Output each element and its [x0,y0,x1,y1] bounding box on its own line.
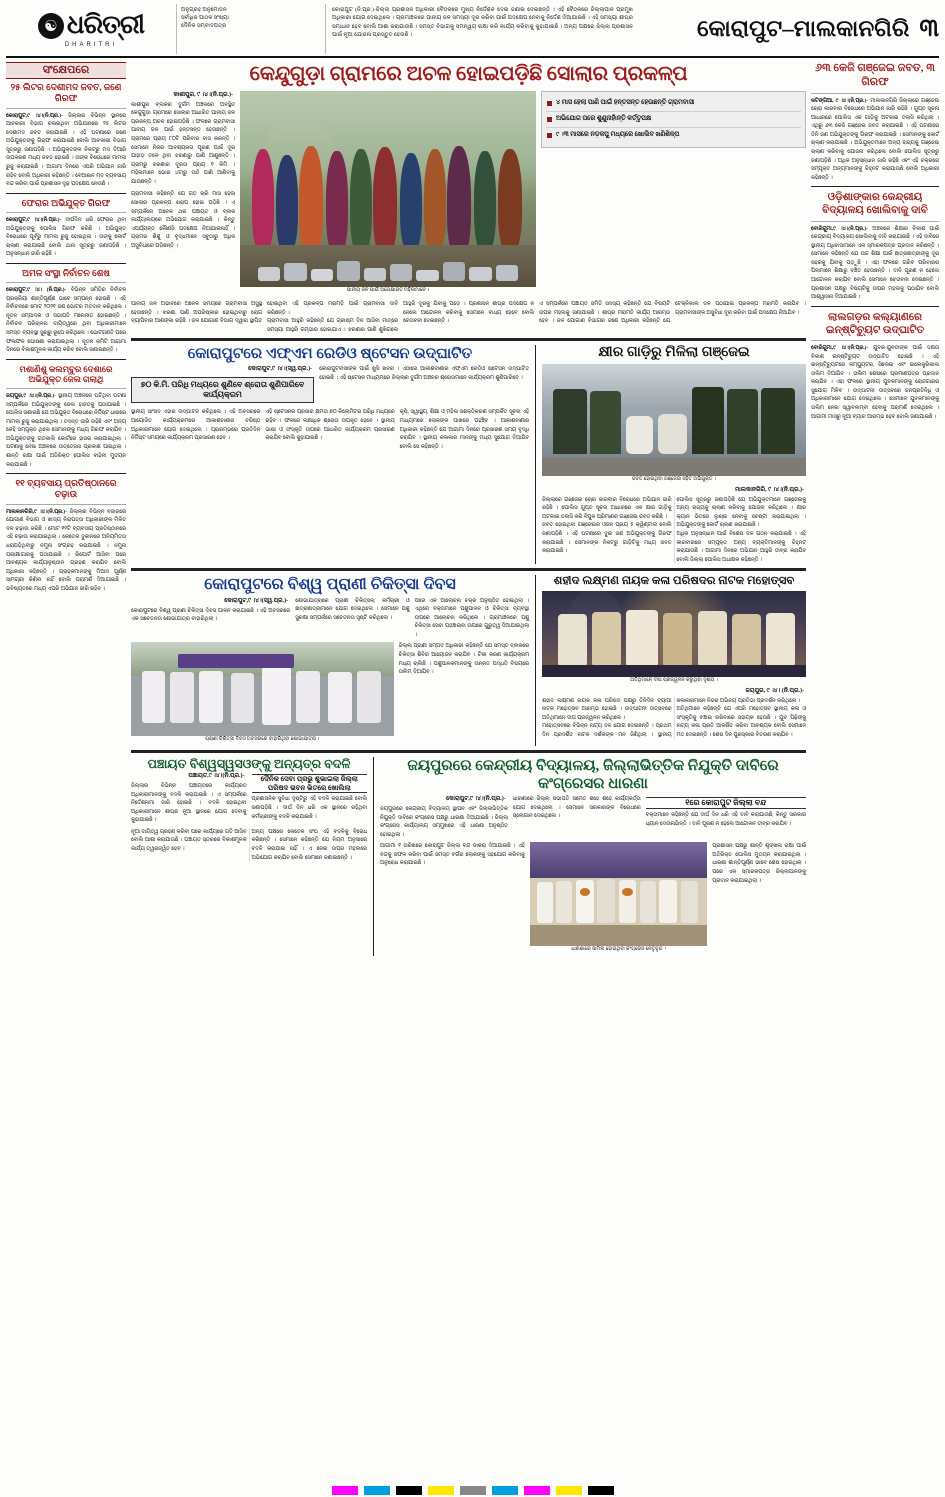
color-swatch [460,1486,486,1495]
divider [811,186,939,187]
divider [6,504,126,505]
right-text: ଅଞ୍ଚଳରେ ଶିକ୍ଷାର ବିକାଶ ପାଇଁ କେନ୍ଦ୍ରୀୟ ବିଦ୍ୟାଳୟ ଖୋଲିବାକୁ ଦାବି କରାଯାଇଛି । ଏହି ଦାବିରେ ସ୍ଥାନୀୟ ଅଧିବାସୀମାନେ ଏକ ସ୍ମାରକପତ୍ର ପ୍ରଦାନ କରିଛନ୍ତି । ସେମାନେ କହିଛନ୍ତି ଯେ ଉଚ୍ଚ ଶିକ୍ଷା ପାଇଁ ଛାତ୍ରଛାତ୍ରୀଙ୍କୁ ଦୂର ସହରକୁ ଯିବାକୁ ପଡ଼ୁଛି । ଏହା ଫଳରେ ଗରିବ ପରିବାରର ପିଲାମାନେ ଶିକ୍ଷାରୁ ବଞ୍ଚିତ ହେଉଛନ୍ତି । ଦାବି ପୂରଣ ନ ହେଲେ ଆନ୍ଦୋଳନ କରାଯିବ ବୋଲି ସେମାନେ ଚେତାବନୀ ଦେଇଛନ୍ତି । ପ୍ରଶାସନ ପକ୍ଷରୁ ବିଷୟଟିକୁ ଉପର ମହଲକୁ ପଠାଯିବ ବୋଲି ଆଶ୍ୱାସନା ଦିଆଯାଇଛି । [811,225,940,301]
brief-headline: ୧୧ ବ୍ୟବସାୟ ପ୍ରତିଷ୍ଠାନରେ ଚଢ଼ାଉ [15,478,117,500]
bullet-square-icon [547,133,552,138]
color-swatch [556,1486,582,1495]
bullet-square-icon [547,101,552,106]
kv-col-2: ଧାରଣାରେ ଜିଲ୍ଲା ସଭାପତି ସମେତ ଶହେ ଶହେ କାର୍ଯ୍ୟକର୍ତ୍ତା ଯୋଗ ଦେଇଥିଲେ । ସେମାନେ ସରକାରଙ୍କ ବିରୋଧରେ ସ୍ଲୋଗାନ ଦେଇଥିଲେ । [512,795,641,820]
lead-col-4: ଏ ସମ୍ପର୍କରେ ପଞ୍ଚାୟତ ସମିତି ସଦସ୍ୟ କହିଛନ୍ତି ଯେ ବିଷୟଟି ଉପର ମହଲକୁ ଜଣାଯାଇଛି । ଶୀଘ୍ର ମରାମତି କାର୍ଯ୍ୟ ଆରମ୍ଭ ହେବ । ଜଳ ଯୋଗାଣ ବିଭାଗର ଜଣେ ଅଧିକାରୀ କହିଛନ୍ତି ଯେ ଟେକ୍ନିକାଲ ଦଳ ପଠାଯାଇ ପ୍ରକଳ୍ପ ମରାମତି କରାଯିବ । ଗ୍ରାମବାସୀଙ୍କ ଅସୁବିଧା ଦୂର କରିବା ପାଇଁ ପଦକ୍ଷେପ ନିଆଯିବ । [539,301,806,325]
story-radio[interactable] [131,345,536,564]
lead-story[interactable] [131,62,806,334]
drama-dateline: ଜୟପୁର, ୯ ।୪। (ନି.ପ୍ର.)- [745,687,804,694]
transfer-col-3: ନୂଆ ଦାୟିତ୍ୱ ଗ୍ରହଣ କରିବା ପରେ କାର୍ଯ୍ୟରେ ଗତି ଆସିବ ବୋଲି ଆଶା କରାଯାଉଛି । ପଞ୍ଚାୟତ ସ୍ତରରେ ବିକାଶମୂଳକ କାର୍ଯ୍ୟ ତ୍ୱରାନ୍ୱିତ ହେବ । [131,828,247,852]
drama-headline: ଶହୀଦ ଲକ୍ଷ୍ମଣ ନାୟକ କଳା ପରିଷଦର ନାଟକ ମହୋତ୍ସବ [553,575,795,588]
ganja-col-3: ପୋଲିସ ସୂତ୍ରରୁ ଜଣାପଡ଼ିଛି ଯେ ଅଭିଯୁକ୍ତମାନେ ଗଞ୍ଜେଇକୁ ଅନ୍ୟ ରାଜ୍ୟକୁ ଚାଲାଣ କରିବାକୁ ଯୋଜନା କରିଥିଲେ । କ୍ଷୀର କ୍ୟାନ ଭିତରେ ଲୁଚାଇ ନେବାକୁ ଚେଷ୍ଟା କରାଯାଇଥିଲା । ଅଭିଯୁକ୍ତଙ୍କୁ କୋର୍ଟ ଚାଲାଣ କରାଯାଇଛି । [676,496,806,529]
brief-text: ବିଭିନ୍ନ ସମିତିର ନିର୍ବାଚନ ପ୍ରକ୍ରିୟା ଶାନ୍ତିପୂର୍ଣ୍ଣ ଭାବେ ସମ୍ପନ୍ନ ହୋଇଛି । ଏହି ନିର୍ବାଚନରେ ମୋଟ ୨୦୨୧ ଜଣ ଭୋଟର ମତଦାନ କରିଥିଲେ । ନୂତନ ସମ୍ପାଦକ ଓ ସଭାପତି ମନୋନୀତ ହୋଇଛନ୍ତି । ନିର୍ବାଚନ ପରିଚାଳନା ଦାୟିତ୍ୱରେ ଥିବା ଅଧିକାରୀମାନେ ସମସ୍ତ ବ୍ୟବସ୍ଥା ସୁଚାରୁ ରୂପେ କରିଥିଲେ । ଭୋଟଗଣତି ପରେ ଫଳାଫଳ ଘୋଷଣା କରାଯାଇଥିଲା । ନୂତନ କମିଟି ଆଗାମୀ ଦିନରେ ବିକାଶମୂଳକ କାର୍ଯ୍ୟ କରିବ ବୋଲି ଜଣାଇଛନ୍ତି । [6,287,126,354]
color-swatch [364,1486,390,1495]
radio-continuation [131,408,529,451]
brief-body [6,112,126,189]
divider [6,263,126,264]
transfer-sub-headline: ଦୈନିକ ସେବା ପ୍ରଭୁ ଶୁଭାଇଲା ଜିଲ୍ଲା ପରିଷଦ ଭବନ ଭିତରେ ଖୋଲିଲା [252,774,368,794]
row-two [131,345,806,564]
divider [6,193,126,194]
ganja-dateline: ମାଲକାନଗିରି, ୯ ।୪।(ନି.ପ୍ର.)- [734,486,804,493]
logo-wordmark: ଧରିତ୍ରୀ [66,10,145,39]
vet-photo-caption: ପ୍ରାଣୀ ଚିକିତ୍ସା ଦିବସ ଅବସରରେ ବାହାରିଥିବା ଶୋଭାଯାତ୍ରା । [205,737,320,743]
brief-dateline: ଜୟପୁର,୯ ।୪।(ନି.ପ୍ର.)- [6,392,56,399]
right-item[interactable] [811,191,939,301]
masthead-edition-area [639,4,939,54]
page-grid [6,62,939,956]
bullet-text: ଅଭିଯୋଗ ପରେ ଶୁଣୁନାହାଁନ୍ତି କର୍ତ୍ତୃପକ୍ଷ [556,114,652,122]
page-number: ୩ [919,15,939,42]
ganja-col-2: ଜବତ ହୋଇଥିବା ଗଞ୍ଜେଇର ଓଜନ ପ୍ରାୟ ୫ କ୍ୱିଣ୍ଟାଲ ବୋଲି ଜଣାପଡ଼ିଛି । ଏହି ଘଟଣାରେ ଦୁଇ ଜଣ ଅଭିଯୁକ୍ତଙ୍କୁ ଗିରଫ କରାଯାଇଛି । ସେମାନଙ୍କ ନିକଟରୁ ଗାଡ଼ିଟିକୁ ମଧ୍ୟ ଜବତ କରାଯାଇଛି । [542,522,672,555]
kv-sub-headline: ୧ରେ କୋରାପୁଟ ଜିଲ୍ଲା ବନ୍ଦ [646,797,806,809]
radio-col-3: ଏହି ଷ୍ଟେସନର ପ୍ରସାର କ୍ଷମତା ୭୦ କିଲୋମିଟର ପରିଧି ମଧ୍ୟରେ ରହିବ । ଫଳରେ ଲକ୍ଷାଧିକ ଶ୍ରୋତା ଉପକୃତ ହେବେ । ସ୍ଥାନୀୟ ଭାଷା ଓ ସଂସ୍କୃତି ଉପରେ ଆଧାରିତ କାର୍ଯ୍ୟକ୍ରମ ପ୍ରସାରଣ କରାଯିବ ବୋଲି କୁହାଯାଇଛି । [265,409,395,442]
brief-headline: ୨୫ ଲିଟର ଦେଶୀମଦ ଜବତ, ଜଣେ ଗିରଫ [10,82,122,104]
vet-col-3: ପରେ ଏକ ଆଲୋଚନା ଚକ୍ର ଅନୁଷ୍ଠିତ ହୋଇଥିଲା । ଏଥିରେ ବକ୍ତାମାନେ ପଶୁପାଳନ ଓ ଚିକିତ୍ସା ବ୍ୟବସ୍ଥା ଉପରେ ଆଲୋଚନା କରିଥିଲେ । ଗ୍ରାମାଞ୍ଚଳରେ ପଶୁ ଚିକିତ୍ସା ସେବା ପହଞ୍ଚାଇବା ଉପରେ ଗୁରୁତ୍ୱ ଦିଆଯାଇଥିଲା । [414,597,529,638]
radio-dateline: କୋରାପୁଟ,୯ ।୪।(ସ୍ୱ.ପ୍ର.)- [248,366,313,373]
brief-dateline: କୋରାପୁଟ,୯ ।୪। (ନି.ପ୍ର.)- [6,287,67,294]
radio-col-4: କୃଷି, ସ୍ୱାସ୍ଥ୍ୟ, ଶିକ୍ଷା ଓ ମହିଳା ସଶକ୍ତିକରଣ ସମ୍ପର୍କିତ ସୂଚନା ଏହି ମାଧ୍ୟମରେ ଲୋକଙ୍କ ପାଖରେ ପହଞ୍ଚିବ । ଆକାଶବାଣୀର ଅଧିକାରୀ କହିଛନ୍ତି ଯେ ଆଗାମୀ ଦିନରେ ପ୍ରସାରଣ ସମୟ ବୃଦ୍ଧି କରାଯିବ । ସ୍ଥାନୀୟ କଳାକାର ମାନଙ୍କୁ ମଧ୍ୟ ସୁଯୋଗ ଦିଆଯିବ ବୋଲି ସେ କହିଛନ୍ତି । [399,409,529,450]
vet-dateline: କୋରାପୁଟ,୯ ।୪।(ସ୍ୱ.ପ୍ର.)- [224,597,289,604]
transfer-col-2: ପ୍ରଶାସନିକ ସୁବିଧା ଦୃଷ୍ଟିରୁ ଏହି ବଦଳି କରାଯାଇଛି ବୋଲି ଜଣାପଡ଼ିଛି । ଦୀର୍ଘ ଦିନ ଧରି ଏକ ସ୍ଥାନରେ ରହିଥିବା କର୍ମଚାରୀଙ୍କୁ ବଦଳି କରାଯାଇଛି । [251,796,367,820]
bullet-text: ୪ ମାସ ହେଲା ପାଣି ପାଇଁ ହନ୍ତସନ୍ତ ହେଉଛନ୍ତି ଗ୍ରାମବାସୀ [556,98,695,106]
main-column [131,62,806,956]
drama-col-3: ଅତିଥିମାନେ କହିଛନ୍ତି ଯେ ଏପରି ମହୋତ୍ସବ ସ୍ଥାନୀୟ କଳା ଓ ସଂସ୍କୃତିକୁ ବଞ୍ଚାଇ ରଖିବାରେ ସହାୟକ ହେଉଛି । ଯୁବ ପିଢ଼ିଙ୍କୁ ନାଟ୍ୟ କଳା ପ୍ରତି ଆକର୍ଷିତ କରିବା ଆବଶ୍ୟକ ବୋଲି ସେମାନେ ମତ ଦେଇଛନ୍ତି । ଶେଷ ଦିନ ପୁରସ୍କାର ବିତରଣ କରାଯିବ । [676,706,806,738]
kv-col-1: ଜୟପୁରରେ କେନ୍ଦ୍ରୀୟ ବିଦ୍ୟାଳୟ ସ୍ଥାପନ ଏବଂ ଜିଲ୍ଲାଭିତ୍ତିକ ନିଯୁକ୍ତି ଦାବିରେ କଂଗ୍ରେସ ପକ୍ଷରୁ ଧାରଣା ଦିଆଯାଇଛି । ଜିଲ୍ଲା କଂଗ୍ରେସ କାର୍ଯ୍ୟାଲୟ ସମ୍ମୁଖରେ ଏହି ଧାରଣା ଅନୁଷ୍ଠିତ ହୋଇଥିଲା । [380,805,508,838]
vet-col-1: କୋରାପୁଟରେ ବିଶ୍ୱ ପ୍ରାଣୀ ଚିକିତ୍ସା ଦିବସ ପାଳନ କରାଯାଇଛି । ଏହି ଅବସରରେ ଏକ ସଚେତନତା ଶୋଭାଯାତ୍ରା ବାହାରିଥିଲା । [131,607,291,623]
lead-col-1: କାଶୀପୁର ବ୍ଲକର ଦୁର୍ଗମ ଅଞ୍ଚଳରେ ଅବସ୍ଥିତ କେନ୍ଦୁଗୁଡ଼ା ଗ୍ରାମରେ ସୋଲାର ଆଧାରିତ ପାନୀୟ ଜଳ ପ୍ରକଳ୍ପ ଅଚଳ ହୋଇପଡ଼ିଛି । ଫଳରେ ଗ୍ରାମବାସୀ ପାନୀୟ ଜଳ ପାଇଁ ହନ୍ତସନ୍ତ ହେଉଛନ୍ତି । ଗ୍ରାମରେ ପ୍ରାୟ ୮୦ଟି ପରିବାର ବାସ କରନ୍ତି । ସେମାନେ ନିଜର ଆବଶ୍ୟକତା ପୂରଣ ପାଇଁ ଦୂର ପାହାଡ଼ ତଳେ ଥିବା ଝରଣାରୁ ପାଣି ଆଣୁଛନ୍ତି । ଗ୍ରାମରୁ ଝରଣାର ଦୂରତା ପ୍ରାୟ ୧ କିମି । ମହିଳାମାନେ ଭୋର ୪ଟାରୁ ଉଠି ପାଣି ଆଣିବାକୁ ଯାଉଛନ୍ତି । [131,101,235,185]
masthead-lead-brief: କୋରାପୁଟ (ନି.ପ୍ର.)-ଜିଲ୍ଲା ପ୍ରଶାସନ ଅଧିକାରୀ ବୈଠକରେ ମୁଖ୍ୟ ନିର୍ଦ୍ଦେଶକ ଦେଇ ଜଣାଇ ଦେଇଛନ୍ତି । ଏହି ବୈଠକରେ ଜିଲ୍ଲାପାଳ ପ୍ରମୁଖ ଅଧିକାରୀ ଯୋଗ ଦେଇଥିଲେ । ଗ୍ରାମାଞ୍ଚଳରେ ପାନୀୟ ଜଳ ସମସ୍ୟା ଦୂର କରିବା ପାଇଁ ପଦକ୍ଷେପ ନେବାକୁ ନିର୍ଦ୍ଦେଶ ଦିଆଯାଇଛି । ଏହି ସମସ୍ୟା ଶୀଘ୍ର ସମାଧାନ ହେବ ବୋଲି ଆଶା କରାଯାଉଛି । ସମସ୍ତ ବିଭାଗକୁ ସମନ୍ୱୟ ରକ୍ଷା କରି କାର୍ଯ୍ୟ କରିବାକୁ କୁହାଯାଇଛି । ଅନ୍ୟ ପକ୍ଷରେ ଜିଲ୍ଲା ପ୍ରଶାସନ ପାଇଁ ନୂଆ ଯୋଜନା ପ୍ରସ୍ତୁତ ହେଉଛି । [332,7,633,39]
kv-photo [530,842,707,946]
bullet-item [546,127,801,143]
masthead-meta-line-2: ସର୍ବାଧିକ ପାଠକ ସଂଖ୍ୟା [181,15,229,22]
drama-col-2: ମହୋତ୍ସବରେ ବିଭିନ୍ନ ନାଟ୍ୟ ଦଳ ଯୋଗ ଦେଇଛନ୍ତି । ପ୍ରଥମ ଦିନ ପ୍ରଦର୍ଶିତ ନାଟକ ଦର୍ଶକଙ୍କ ମନ ଜିଣିଥିଲା । ସ୍ଥାନୀୟ କଳାକାରମାନେ ନିଜର ଅଭିନୟ ପ୍ରତିଭା ପ୍ରଦର୍ଶନ କରିଥିଲେ । [542,697,801,738]
color-registration-bar [0,1486,945,1495]
divider [131,338,806,341]
brief-body [6,508,126,594]
kv-headline: ଜୟପୁରରେ କେନ୍ଦ୍ରୀୟ ବିଦ୍ୟାଳୟ, ଜିଲ୍ଲାଭିତ୍ତିକ ନିଯୁକ୍ତି ଦାବିରେ କଂଗ୍ରେସର ଧାରଣା [407,757,779,792]
right-dateline: ବୋରିଗୁମା,୯ ।୪।(ନି.ପ୍ର.)- [811,344,869,351]
radio-col-2: ସ୍ଥାନୀୟ ସାଂସଦ ଏହାର ଉଦ୍‌ଘାଟନ କରିଥିଲେ । ଏହି ଅବସରରେ ଆୟୋଜିତ କାର୍ଯ୍ୟକ୍ରମରେ ଆକାଶବାଣୀର ବରିଷ୍ଠ ଅଧିକାରୀମାନେ ଯୋଗ ଦେଇଥିଲେ । ପ୍ରାରମ୍ଭରେ ପ୍ରତିଦିନ ନିର୍ଦ୍ଦିଷ୍ଟ ସମୟରେ କାର୍ଯ୍ୟକ୍ରମ ପ୍ରସାରଣ ହେବ । [131,409,261,442]
kv-col-4: ଆଗାମୀ ୧ ତାରିଖରେ କୋରାପୁଟ ଜିଲ୍ଲା ବନ୍ଦ ଡାକରା ଦିଆଯାଇଛି । ଏହି ବନ୍ଦକୁ ସଫଳ କରିବା ପାଇଁ ସମସ୍ତ ବର୍ଗର ଲୋକଙ୍କୁ ସହଯୋଗ କରିବାକୁ ଅନୁରୋଧ କରାଯାଇଛି । [380,843,525,867]
story-transfer[interactable] [131,757,374,956]
row-three [131,575,806,746]
brief-item[interactable] [6,198,126,259]
right-dateline: ବୋରିଗୁମା,୯ ।୪।(ନି.ପ୍ର.)- [811,225,868,232]
divider [131,568,806,571]
divider [6,212,126,213]
color-swatch [396,1486,422,1495]
kv-col-3: ବକ୍ତାମାନେ କହିଛନ୍ତି ଯେ ଦୀର୍ଘ ଦିନ ଧରି ଏହି ଦାବି କରାଯାଉଛି, କିନ୍ତୁ ସରକାର ଧ୍ୟାନ ଦେଉନାହାଁନ୍ତି । ଦାବି ପୂରଣ ନ ହେଲେ ଆନ୍ଦୋଳନ ତୀବ୍ର କରାଯିବ । [645,811,806,827]
color-swatch [428,1486,454,1495]
vet-headline: କୋରାପୁଟରେ ବିଶ୍ୱ ପ୍ରାଣୀ ଚିକିତ୍ସା ଦିବସ [204,576,456,594]
ganja-photo [542,364,806,476]
brief-headline: ଫେରାର ଅଭିଯୁକ୍ତ ଗିରଫ [21,197,111,208]
story-kv[interactable] [380,757,806,956]
lead-col-1b: ଗ୍ରାମବାସୀ କହିଛନ୍ତି ଯେ ଗତ ଚାରି ମାସ ହେଲା ସୋଲାର ପ୍ରକଳ୍ପ ଖରାପ ହୋଇ ପଡ଼ିଛି । ଏ ସମ୍ପର୍କରେ ଅନେକ ଥର ପଞ୍ଚାୟତ ଓ ବ୍ଲକ କାର୍ଯ୍ୟାଲୟରେ ଅଭିଯୋଗ କରାଯାଇଛି । କିନ୍ତୁ ଏପର୍ଯ୍ୟନ୍ତ କୌଣସି ପଦକ୍ଷେପ ନିଆଯାଇନାହିଁ । ଗ୍ରାମର ଶିଶୁ ଓ ବୃଦ୍ଧମାନେ ସବୁଠାରୁ ଅଧିକ ଅସୁବିଧାରେ ପଡ଼ିଛନ୍ତି । [131,191,235,249]
bullet-item [546,111,801,127]
color-swatch [492,1486,518,1495]
divider [811,221,939,222]
divider [6,388,126,389]
bullet-text: ୯ ।୩ ମାସରେ ନଡ଼କପୁ ମଧ୍ୟରେ ଖୋଲିବ ଖଣିଶିଳ୍ପ [556,130,680,138]
drama-photo [542,591,806,677]
right-text: ମାଲକାନଗିରି ଜିଲ୍ଲାରେ ଗଞ୍ଜେଇ ଚୋରା କାରବାର ବିରୋଧରେ ଅଭିଯାନ ଜାରି ରହିଛି । ଗୁପ୍ତ ସୂଚନା ଆଧାରରେ ପୋଲିସ ଏକ ଗାଡ଼ିକୁ ଅଟକାଇ ତଲାସି କରିଥିଲା । ଏଥିରୁ ୬୩ କେଜି ଗଞ୍ଜେଇ ଜବତ କରାଯାଇଛି । ଏହି ଘଟଣାରେ ତିନି ଜଣ ଅଭିଯୁକ୍ତଙ୍କୁ ଗିରଫ କରାଯାଇଛି । ସେମାନଙ୍କୁ କୋର୍ଟ ଚାଲାଣ କରାଯାଇଛି । ଅଭିଯୁକ୍ତମାନେ ଅନ୍ୟ ରାଜ୍ୟକୁ ଗଞ୍ଜେଇ ଚାଲାଣ କରିବାକୁ ଯୋଜନା କରିଥିଲେ ବୋଲି ପୋଲିସ ସୂତ୍ରରୁ ଜଣାପଡ଼ିଛି । ଅଧିକ ଅନୁସନ୍ଧାନ ଜାରି ରହିଛି ଏବଂ ଏହି ଚକ୍ରରେ ସମ୍ପୃକ୍ତ ଅନ୍ୟମାନଙ୍କୁ ଚିହ୍ନଟ କରାଯାଉଛି ବୋଲି ଅଧିକାରୀ କହିଛନ୍ତି । [811,97,940,181]
divider [6,282,126,283]
transfer-continuation [131,828,367,862]
lead-bullet-box [541,91,806,148]
masthead-meta-line-1: ଅନୁଗ୍ରହ ଅନୁମୋଦନ [181,7,227,13]
brief-headline: ଅମଳ ସଂସ୍ଥା ନିର୍ବାଚନ ଶେଷ [22,267,110,278]
right-headline: ୬୩ କେଜି ଗଞ୍ଜେଇ ଜବତ, ୩ ଗିରଫ [815,62,935,88]
right-dateline: କଟିଙ୍ଗିଆ, ୯ ।୪।(ନି.ପ୍ର.)- [811,97,869,104]
right-body [811,225,939,302]
color-swatch [588,1486,614,1495]
vet-col-4: ଜିଲ୍ଲା ପ୍ରାଣୀ ସମ୍ପଦ ଅଧିକାରୀ କହିଛନ୍ତି ଯେ ସମସ୍ତ ବ୍ଲକରେ ଚିକିତ୍ସା ଶିବିର ଆୟୋଜନ କରାଯିବ । ଟିକା କରଣ କାର୍ଯ୍ୟକ୍ରମ ମଧ୍ୟ ଚାଲିଛି । ପଶୁପାଳକମାନଙ୍କୁ ଉନ୍ନତ ପଦ୍ଧତି ବିଷୟରେ ତାଲିମ ଦିଆଯିବ । [398,643,529,676]
brief-headline: ମଶାଣିଶୁ କଲମ୍ବୁର ଦେଶାରେ ଅଭିଯୁକ୍ତ ଜେଲ ଗଲାଥି [19,363,113,385]
lead-headline: କେନ୍ଦୁଗୁଡ଼ା ଗ୍ରାମରେ ଅଚଳ ହୋଇପଡ଼ିଛି ସୋଲାର ପ୍ରକଳ୍ପ [249,63,688,85]
logo-subtitle: DHARITRI [64,42,118,48]
brief-item[interactable] [6,268,126,355]
divider [6,108,126,109]
ganja-col-1: ଜିଲ୍ଲାରେ ଗଞ୍ଜେଇ ଚୋରା କାରବାର ବିରୋଧରେ ଅଭିଯାନ ଜାରି ରହିଛି । ପୋଲିସ ଗୁପ୍ତ ସୂଚନା ଆଧାରରେ ଏକ କ୍ଷୀର ଗାଡ଼ିକୁ ଅଟକାଇ ତଲାସି କରି ବିପୁଳ ପରିମାଣର ଗଞ୍ଜେଇ ଜବତ କରିଛି । [542,496,672,520]
brief-dateline: କୋରାପୁଟ,୯ ।୪।(ନି.ପ୍ର.)- [6,112,63,119]
masthead [6,4,939,58]
lead-col-3: ଗ୍ରାମବାସୀ ଆହୁରି କହିଛନ୍ତି ଯେ ଗ୍ରୀଷ୍ମ ଦିନ ଆସିବା ମାତ୍ରେ ସମସ୍ୟା ଆହୁରି ଗମ୍ଭୀର ହୋଇଯାଏ । ଝରଣାର ପାଣି ଶୁଖିଗଲେ ଆହୁରି ଦୂରକୁ ଯିବାକୁ ପଡ଼େ । ପ୍ରଶାସନ ଶୀଘ୍ର ପଦକ୍ଷେପ ନ ନେଲେ ଆନ୍ଦୋଳନ କରିବାକୁ ସେମାନେ ବାଧ୍ୟ ହେବେ ବୋଲି ଚେତାବନୀ ଦେଇଛନ୍ତି । [267,301,534,333]
newspaper-logo[interactable] [6,4,176,54]
logo-mark [38,10,144,41]
kv-dateline: କୋରାପୁଟ,୯ ।୪।(ନି.ପ୍ର.)- [446,795,506,802]
kv-photo-caption: ଧାରଣାରେ ସାମିଲ ହୋଇଥିବା କଂଗ୍ରେସ ନେତୃବୃନ୍ଦ । [571,947,666,953]
brief-item[interactable] [6,364,126,469]
divider [811,340,939,341]
drama-col-1: ଶହୀଦ ଲକ୍ଷ୍ମଣ ନାୟକ କଳା ପରିଷଦ ପକ୍ଷରୁ ତିନିଦିନ ବ୍ୟାପୀ ନାଟକ ମହୋତ୍ସବ ଆରମ୍ଭ ହୋଇଛି । ଉଦ୍‌ଘାଟନୀ ଉତ୍ସବରେ ଅତିଥିମାନେ ଦୀପ ପ୍ରଜ୍ୱଳନ କରିଥିଲେ । [542,697,672,721]
color-swatch [524,1486,550,1495]
right-body [811,97,939,183]
row-four [131,757,806,956]
brief-text: ଜିଲ୍ଲାର ବିଭିନ୍ନ ବଜାରରେ ଯୋଗାଣ ବିଭାଗ ଓ ଖାଦ୍ୟ ନିରାପତ୍ତା ଅଧିକାରୀଙ୍କ ମିଳିତ ଦଳ ଚଢ଼ାଉ କରିଛି । ମୋଟ ୧୧ଟି ବ୍ୟବସାୟ ପ୍ରତିଷ୍ଠାନରେ ଏହି ଚଢ଼ାଉ କରାଯାଇଥିଲା । କେତେକ ଦୁକାନରେ ଅନିୟମିତତା ଧରାପଡ଼ିଥିବାରୁ ନମୁନା ସଂଗ୍ରହ କରାଯାଇଛି । ନମୁନା ପରୀକ୍ଷାଗାରକୁ ପଠାଯାଇଛି । ରିପୋର୍ଟ ଆସିବା ପରେ ଆବଶ୍ୟକ କାର୍ଯ୍ୟାନୁଷ୍ଠାନ ଗ୍ରହଣ କରାଯିବ ବୋଲି ଅଧିକାରୀ କହିଛନ୍ତି । ଗ୍ରାହକମାନଙ୍କୁ ମିଆଦ ପୂର୍ଣ୍ଣ ସାମଗ୍ରୀ କିଣିବା ନାହିଁ ବୋଲି ପରାମର୍ଶ ଦିଆଯାଇଛି । ଭବିଷ୍ୟତରେ ମଧ୍ୟ ଏପରି ଅଭିଯାନ ଜାରି ରହିବ । [6,508,127,592]
masthead-meta [176,4,326,54]
right-column [811,62,939,956]
ganja-col-4: ଅଧିକ ଅନୁସନ୍ଧାନ ପାଇଁ ବିଶେଷ ଦଳ ଗଠନ କରାଯାଇଛି । ଏହି କାରବାରରେ ସମ୍ପୃକ୍ତ ଅନ୍ୟ ବ୍ୟକ୍ତିମାନଙ୍କୁ ଚିହ୍ନଟ କରାଯାଉଛି । ଆଗାମୀ ଦିନରେ ଅଭିଯାନ ଆହୁରି ତୀବ୍ର କରାଯିବ ବୋଲି ଜିଲ୍ଲା ପୋଲିସ ଅଧୀକ୍ଷକ କହିଛନ୍ତି । [676,531,806,563]
radio-col-1: କୋରାପୁଟବାସୀଙ୍କ ପାଇଁ ଖୁସି ଖବର । ଏଠାରେ ଆକାଶବାଣୀର ଏଫ୍ଏମ ରେଡିଓ ଷ୍ଟେସନ ଉଦ୍‌ଘାଟିତ ହୋଇଛି । ଏହି ଷ୍ଟେସନ ମାଧ୍ୟମରେ ଜିଲ୍ଲାର ଦୁର୍ଗମ ଅଞ୍ଚଳର ଶ୍ରୋତାମାନେ କାର୍ଯ୍ୟକ୍ରମ ଶୁଣିପାରିବେ । [319,366,529,382]
lead-photo [240,91,536,287]
masthead-meta-line-3: ଦୈନିକ ସମ୍ବାଦପତ୍ର [181,23,227,30]
lead-col-2: ପାନୀୟ ଜଳ ଅଭାବରେ ଅନେକ ସମୟରେ ଗ୍ରାମବାସୀ ଅସୁସ୍ଥ ହେଉଛନ୍ତି । ଝରଣା ପାଣି ଅପରିଷ୍କାର ହୋଇଥିବାରୁ ରୋଗ ବ୍ୟାପିବାର ଆଶଙ୍କା ରହିଛି । ଜଳ ଯୋଗାଣ ବିଭାଗ ଦ୍ୱାରା ସ୍ଥାପିତ ହୋଇଥିବା ଏହି ପ୍ରକଳ୍ପ ମରାମତି ପାଇଁ ଗ୍ରାମବାସୀ ଦାବି କରିଛନ୍ତି । [131,301,398,325]
brief-item[interactable] [6,478,126,593]
lead-dateline: କାଶୀପୁର, ୯ ।୪।(ନି.ପ୍ର.)- [173,91,233,98]
brief-text: ଦୀର୍ଘଦିନ ଧରି ଫେରାର ଥିବା ଅଭିଯୁକ୍ତଙ୍କୁ ପୋଲିସ ଗିରଫ କରିଛି । ଅଭିଯୁକ୍ତ ବିରୋଧରେ ପୂର୍ବରୁ ମାମଲା ରୁଜୁ ହୋଇଥିଲା । ତାଙ୍କୁ କୋର୍ଟ ଚାଲାଣ କରାଯାଇଛି ବୋଲି ଥାନା ସୂତ୍ରରୁ ଜଣାପଡ଼ିଛି । ଅନୁସନ୍ଧାନ ଜାରି ରହିଛି । [6,216,126,258]
drama-body [542,697,806,740]
brief-text: ସ୍ଥାନୀୟ ଅଞ୍ଚଳରେ ଘଟିଥିବା ଘଟଣା ସମ୍ପର୍କରେ ଅଭିଯୁକ୍ତଙ୍କୁ ଜେଲ ହାଜତକୁ ପଠାଯାଇଛି । ପୋଲିସ ଜଣାଇଛି ଯେ ଅଭିଯୁକ୍ତ ବିରୋଧରେ ନିର୍ଦ୍ଦିଷ୍ଟ ଧାରାରେ ମାମଲା ରୁଜୁ କରାଯାଇଥିଲା । ତଦନ୍ତ ଜାରି ରହିଛି ଏବଂ ଅନ୍ୟ କେହି ସମ୍ପୃକ୍ତ ଥିଲେ ସେମାନଙ୍କୁ ମଧ୍ୟ ଗିରଫ କରାଯିବ । ଅଭିଯୁକ୍ତଙ୍କୁ ଗତକାଲି କୋର୍ଟରେ ହାଜର କରାଯାଇଥିଲା । ଘଟଣାକୁ ନେଇ ଅଞ୍ଚଳରେ ଉତ୍ତେଜନା ପ୍ରକାଶ ପାଇଥିଲା । ଶାନ୍ତି ରକ୍ଷା ପାଇଁ ଅତିରିକ୍ତ ପୋଲିସ ବାହିନୀ ମୁତୟନ କରାଯାଇଛି । [6,392,126,468]
drama-photo-caption: ଅତିଥିମାନେ ଦୀପ ପ୍ରଜ୍ୱଳନ କରୁଥିବା ଦୃଶ୍ୟ । [630,678,718,684]
brief-text: ଜିଲ୍ଲାର ବିଭିନ୍ନ ସ୍ଥାନରେ ଆବକାରୀ ବିଭାଗ ଚଳାଇଥିବା ଅଭିଯାନରେ ୨୫ ଲିଟର ଦେଶୀମଦ ଜବତ କରାଯାଇଛି । ଏହି ଘଟଣାରେ ଜଣେ ଅଭିଯୁକ୍ତଙ୍କୁ ଗିରଫ କରାଯାଇଛି ବୋଲି ଆବକାରୀ ବିଭାଗ ସୂତ୍ରରୁ ଜଣାପଡ଼ିଛି । ଅଭିଯୁକ୍ତଙ୍କ ନିକଟରୁ ମଦ ତିଆରି ଉପକରଣ ମଧ୍ୟ ଜବତ ହୋଇଛି । ତାଙ୍କ ବିରୋଧରେ ମାମଲା ରୁଜୁ କରାଯାଇଛି । ଆଗାମୀ ଦିନରେ ଏପରି ଅଭିଯାନ ଜାରି ରହିବ ବୋଲି ଅଧିକାରୀ କହିଛନ୍ତି । ବେଆଇନ ମଦ ବ୍ୟବସାୟ ବନ୍ଦ କରିବା ପାଇଁ ପ୍ରଶାସନ ଦୃଢ଼ ପଦକ୍ଷେପ ନେଉଛି । [6,112,126,188]
right-text: ଯୁବକ-ଯୁବତୀଙ୍କ ପାଇଁ ଦକ୍ଷତା ବିକାଶ ଇନ୍‌ଷ୍ଟିଚ୍ୟୁଟ ଉଦ୍‌ଘାଟିତ ହୋଇଛି । ଏହି ଇନ୍‌ଷ୍ଟିଚ୍ୟୁଟରେ କମ୍ପ୍ୟୁଟର, ସିଲେଇ ଏବଂ ଇଲେକ୍ଟ୍ରିକାଲ ତାଲିମ ଦିଆଯିବ । ତାଲିମ ଶେଷରେ ପ୍ରମାଣପତ୍ର ପ୍ରଦାନ କରାଯିବ । ଏହା ଫଳରେ ସ୍ଥାନୀୟ ଯୁବକମାନଙ୍କୁ ରୋଜଗାରର ସୁଯୋଗ ମିଳିବ । ଉଦ୍‌ଘାଟନୀ ଉତ୍ସବରେ ଜନପ୍ରତିନିଧି ଓ ଅଧିକାରୀମାନେ ଯୋଗ ଦେଇଥିଲେ । ସେମାନେ ଯୁବକମାନଙ୍କୁ ତାଲିମ ନେଇ ସ୍ୱାବଲମ୍ବୀ ହେବାକୁ ପରାମର୍ଶ ଦେଇଥିଲେ । ଆଗାମୀ ମାସରୁ ନୂଆ ବ୍ୟାଚ ଆରମ୍ଭ ହେବ ବୋଲି ଜଣାଯାଇଛି । [811,344,939,420]
divider [6,359,126,360]
right-item[interactable] [811,62,939,182]
right-headline: ଓଡ଼ିଶାଙ୍କାର କେନ୍ଦ୍ରୀୟ ବିଦ୍ୟାଳୟ ଖୋଲିବାକୁ ଦାବି [822,192,928,217]
color-swatch [332,1486,358,1495]
brief-dateline: କୋରାପୁଟ,୯ ।୪।(ନି.ପ୍ର.)- [6,216,62,223]
transfer-col-1: ଜିଲ୍ଲାର ବିଭିନ୍ନ ପଞ୍ଚାୟତରେ କାର୍ଯ୍ୟରତ ଅଧିକାରୀମାନଙ୍କୁ ବଦଳି କରାଯାଇଛି । ଏ ସମ୍ପର୍କରେ ନିର୍ଦ୍ଦେଶନାମା ଜାରି ହୋଇଛି । ବଦଳି ହୋଇଥିବା ଅଧିକାରୀମାନେ ଶୀଘ୍ର ନୂଆ ସ୍ଥାନରେ ଯୋଗ ଦେବାକୁ କୁହାଯାଇଛି । [131,782,247,824]
brief-item[interactable] [6,82,126,189]
story-drama[interactable] [542,575,806,746]
lead-continuation [131,300,806,334]
story-vet-day[interactable] [131,575,536,746]
divider [6,473,126,474]
right-item[interactable] [811,311,939,421]
bullet-square-icon [547,117,552,122]
vet-photo [131,642,394,736]
ganja-headline: କ୍ଷୀର ଗାଡ଼ିରୁ ମିଳିଲା ଗଞ୍ଜେଇ [598,345,750,361]
ganja-body [542,496,806,565]
divider [811,93,939,94]
briefs-column [6,62,126,956]
vet-col-2: ଶୋଭାଯାତ୍ରାରେ ପ୍ରାଣୀ ଚିକିତ୍ସକ, କର୍ମଚାରୀ ଓ ଛାତ୍ରଛାତ୍ରୀମାନେ ଯୋଗ ଦେଇଥିଲେ । ସେମାନେ ପଶୁ ସୁରକ୍ଷା ସମ୍ପର୍କରେ ସଚେତନତା ସୃଷ୍ଟି କରିଥିଲେ । [295,597,410,621]
transfer-dateline: ପଞ୍ଚାୟତ,୯ ।୪।(ନି.ପ୍ର.)- [188,772,245,779]
brief-dateline: ମାଲକାନଗିରି,୯ ।୪।(ନି.ପ୍ର.)- [6,508,67,515]
story-ganja-milk[interactable] [542,345,806,564]
brief-body [6,286,126,355]
transfer-col-4: ଅନ୍ୟ ପକ୍ଷରେ କେତେକ ସଂଘ ଏହି ବଦଳିକୁ ବିରୋଧ କରିଛନ୍ତି । ସେମାନେ କହିଛନ୍ତି ଯେ ନିୟମ ଅନୁସାରେ ବଦଳି କରାଯାଇ ନାହିଁ । ଏ ନେଇ ଉପର ମହଲରେ ଅଭିଯୋଗ କରାଯିବ ବୋଲି ସେମାନେ ଜଣାଇଛନ୍ତି । [251,828,367,861]
kv-col-5: ପ୍ରଶାସନ ପକ୍ଷରୁ ଶାନ୍ତି ଶୃଙ୍ଖଳା ରକ୍ଷା ପାଇଁ ଅତିରିକ୍ତ ପୋଲିସ ମୁତୟନ କରାଯାଇଥିଲା । ଧାରଣା ଶାନ୍ତିପୂର୍ଣ୍ଣ ଭାବେ ଶେଷ ହୋଇଥିଲା । ପରେ ଏକ ସ୍ମାରକପତ୍ର ଜିଲ୍ଲାପାଳଙ୍କୁ ପ୍ରଦାନ କରାଯାଇଥିଲା । [712,843,806,884]
divider [131,750,806,753]
transfer-headline: ପଞ୍ଚାୟତ ବିଶ୍ୱସ୍ୱସଓଙ୍କୁ ଅନ୍ୟତ୍ର ବଦଳି [147,756,351,771]
logo-disc-icon: ☯ [38,13,64,39]
right-body [811,344,939,421]
brief-body [6,216,126,259]
divider [811,306,939,307]
radio-sub-headline: ୭୦ କି.ମି. ପରିଧି ମଧ୍ୟରେ ଶୁଣିବେ ଶ୍ରୋତା ଶୁଣିପାରିବେ କାର୍ଯ୍ୟକ୍ରମ [131,377,314,403]
edition-title: କୋରାପୁଟ–ମାଲକାନଗିରି [697,16,910,41]
radio-headline: କୋରାପୁଟରେ ଏଫ୍ଏମ ରେଡିଓ ଷ୍ଟେସନ ଉଦ୍‌ଘାଟିତ [187,346,473,363]
bullet-item [546,96,801,111]
briefs-kicker: ସଂକ୍ଷେପରେ [6,62,126,79]
lead-photo-caption: ପାନୀୟ ଜଳ ପାଇଁ ଅପେକ୍ଷାରତ ମହିଳାମାନେ । [346,287,430,293]
ganja-photo-caption: ଜବତ ହୋଇଥିବା ଗଞ୍ଜେଇ ସହିତ ଅଭିଯୁକ୍ତ । [632,477,716,483]
right-headline: ଲାଲଗଡ଼ର କଲ୍ୟାଣରେ ଇନ୍‌ଷ୍ଟିଚ୍ୟୁଟ ଉଦ୍‌ଘାଟିତ [825,311,925,336]
brief-body [6,392,126,469]
